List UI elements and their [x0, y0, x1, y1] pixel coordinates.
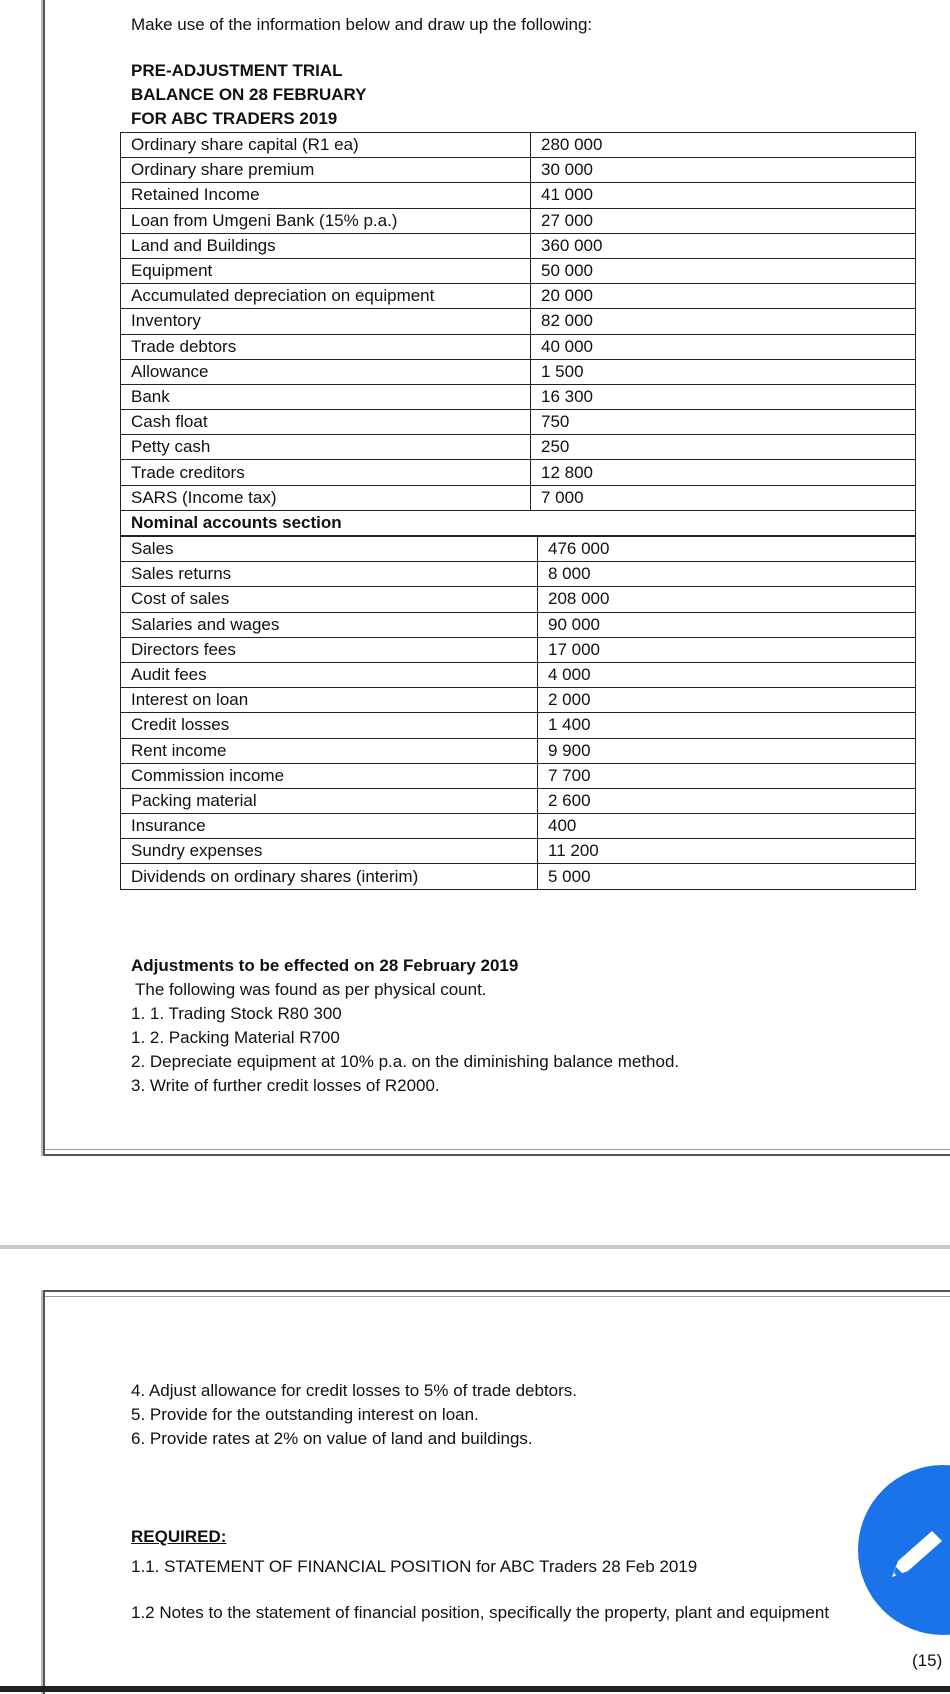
- account-name: Land and Buildings: [121, 233, 531, 258]
- marks-label: (15): [912, 1651, 943, 1670]
- account-amount: 476 000: [538, 537, 916, 562]
- table-row: [121, 158, 916, 183]
- table-row: [121, 688, 916, 713]
- document-page-2: [43, 1290, 950, 1694]
- table-row: [121, 788, 916, 813]
- adjustments-intro: The following was found as per physical count.: [135, 980, 487, 999]
- account-amount: 90 000: [538, 612, 916, 637]
- account-amount: 1 400: [538, 713, 916, 738]
- heading-line-1: PRE-ADJUSTMENT TRIAL: [131, 61, 343, 80]
- account-name: Insurance: [121, 814, 538, 839]
- intro-text: Make use of the information below and draw up the following:: [131, 15, 593, 34]
- account-amount: 8 000: [538, 562, 916, 587]
- account-amount: 40 000: [531, 334, 916, 359]
- account-name: Interest on loan: [121, 688, 538, 713]
- table-row: [121, 738, 916, 763]
- table-row: [121, 713, 916, 738]
- table-row: [121, 587, 916, 612]
- adjustment-item: 6. Provide rates at 2% on value of land and buildings.: [131, 1429, 533, 1448]
- account-amount: 11 200: [538, 839, 916, 864]
- trial-balance-table: [120, 132, 916, 536]
- table-row: [121, 208, 916, 233]
- account-name: Sales returns: [121, 562, 538, 587]
- table-row: [121, 233, 916, 258]
- account-amount: 20 000: [531, 284, 916, 309]
- account-name: SARS (Income tax): [121, 485, 531, 510]
- account-amount: 2 600: [538, 788, 916, 813]
- table-row: [121, 485, 916, 510]
- account-name: Ordinary share premium: [121, 158, 531, 183]
- heading-line-3: FOR ABC TRADERS 2019: [131, 109, 338, 128]
- table-row: [121, 864, 916, 889]
- table-row: [121, 612, 916, 637]
- account-name: Loan from Umgeni Bank (15% p.a.): [121, 208, 531, 233]
- account-name: Cash float: [121, 410, 531, 435]
- account-name: Dividends on ordinary shares (interim): [121, 864, 538, 889]
- table-row: [121, 384, 916, 409]
- heading-line-2: BALANCE ON 28 FEBRUARY: [131, 85, 367, 104]
- account-amount: 12 800: [531, 460, 916, 485]
- account-amount: 2 000: [538, 688, 916, 713]
- adjustment-item: 5. Provide for the outstanding interest on loan.: [131, 1405, 479, 1424]
- table-row: [121, 133, 916, 158]
- table-row: [121, 537, 916, 562]
- table-row: [121, 662, 916, 687]
- nominal-heading-row: [121, 510, 916, 535]
- table-row: [121, 763, 916, 788]
- account-amount: 9 900: [538, 738, 916, 763]
- account-amount: 360 000: [531, 233, 916, 258]
- adjustment-item: 4. Adjust allowance for credit losses to 5% of trade debtors.: [131, 1381, 578, 1400]
- bottom-bar: [0, 1686, 950, 1692]
- account-amount: 7 000: [531, 485, 916, 510]
- account-name: Accumulated depreciation on equipment: [121, 284, 531, 309]
- account-amount: 750: [531, 410, 916, 435]
- account-name: Equipment: [121, 258, 531, 283]
- account-name: Allowance: [121, 359, 531, 384]
- adjustment-item: 1. 1. Trading Stock R80 300: [131, 1004, 342, 1023]
- account-amount: 7 700: [538, 763, 916, 788]
- table-row: [121, 435, 916, 460]
- account-amount: 280 000: [531, 133, 916, 158]
- required-item-2: 1.2 Notes to the statement of financial position, specifically the property, plant and equipment: [131, 1603, 830, 1622]
- nominal-section-heading: Nominal accounts section: [121, 510, 916, 535]
- account-name: Ordinary share capital (R1 ea): [121, 133, 531, 158]
- account-name: Sales: [121, 537, 538, 562]
- account-name: Cost of sales: [121, 587, 538, 612]
- table-row: [121, 460, 916, 485]
- table-row: [121, 334, 916, 359]
- account-name: Retained Income: [121, 183, 531, 208]
- account-name: Packing material: [121, 788, 538, 813]
- table-row: [121, 359, 916, 384]
- account-amount: 50 000: [531, 258, 916, 283]
- account-name: Sundry expenses: [121, 839, 538, 864]
- page-gap-divider: [0, 1245, 950, 1249]
- account-name: Commission income: [121, 763, 538, 788]
- required-title: REQUIRED:: [131, 1527, 227, 1546]
- adjustment-item: 1. 2. Packing Material R700: [131, 1028, 340, 1047]
- account-name: Salaries and wages: [121, 612, 538, 637]
- table-row: [121, 284, 916, 309]
- account-amount: 1 500: [531, 359, 916, 384]
- account-amount: 82 000: [531, 309, 916, 334]
- account-amount: 16 300: [531, 384, 916, 409]
- table-row: [121, 839, 916, 864]
- account-name: Rent income: [121, 738, 538, 763]
- account-name: Audit fees: [121, 662, 538, 687]
- table-row: [121, 637, 916, 662]
- account-name: Credit losses: [121, 713, 538, 738]
- account-name: Directors fees: [121, 637, 538, 662]
- account-name: Petty cash: [121, 435, 531, 460]
- account-amount: 400: [538, 814, 916, 839]
- adjustments-title: Adjustments to be effected on 28 February 2019: [131, 956, 519, 975]
- account-amount: 30 000: [531, 158, 916, 183]
- account-amount: 27 000: [531, 208, 916, 233]
- account-amount: 17 000: [538, 637, 916, 662]
- account-name: Inventory: [121, 309, 531, 334]
- table-row: [121, 562, 916, 587]
- required-item-1: 1.1. STATEMENT OF FINANCIAL POSITION for ABC Traders 28 Feb 2019: [131, 1557, 698, 1576]
- adjustment-item: 3. Write of further credit losses of R2000.: [131, 1076, 440, 1095]
- table-row: [121, 309, 916, 334]
- account-name: Bank: [121, 384, 531, 409]
- pencil-icon: [888, 1525, 950, 1585]
- table-row: [121, 258, 916, 283]
- account-name: Trade debtors: [121, 334, 531, 359]
- account-amount: 208 000: [538, 587, 916, 612]
- table-row: [121, 183, 916, 208]
- account-name: Trade creditors: [121, 460, 531, 485]
- account-amount: 4 000: [538, 662, 916, 687]
- account-amount: 250: [531, 435, 916, 460]
- table-row: [121, 814, 916, 839]
- account-amount: 5 000: [538, 864, 916, 889]
- table-row: [121, 410, 916, 435]
- nominal-accounts-table: [120, 536, 916, 890]
- account-amount: 41 000: [531, 183, 916, 208]
- adjustment-item: 2. Depreciate equipment at 10% p.a. on the diminishing balance method.: [131, 1052, 680, 1071]
